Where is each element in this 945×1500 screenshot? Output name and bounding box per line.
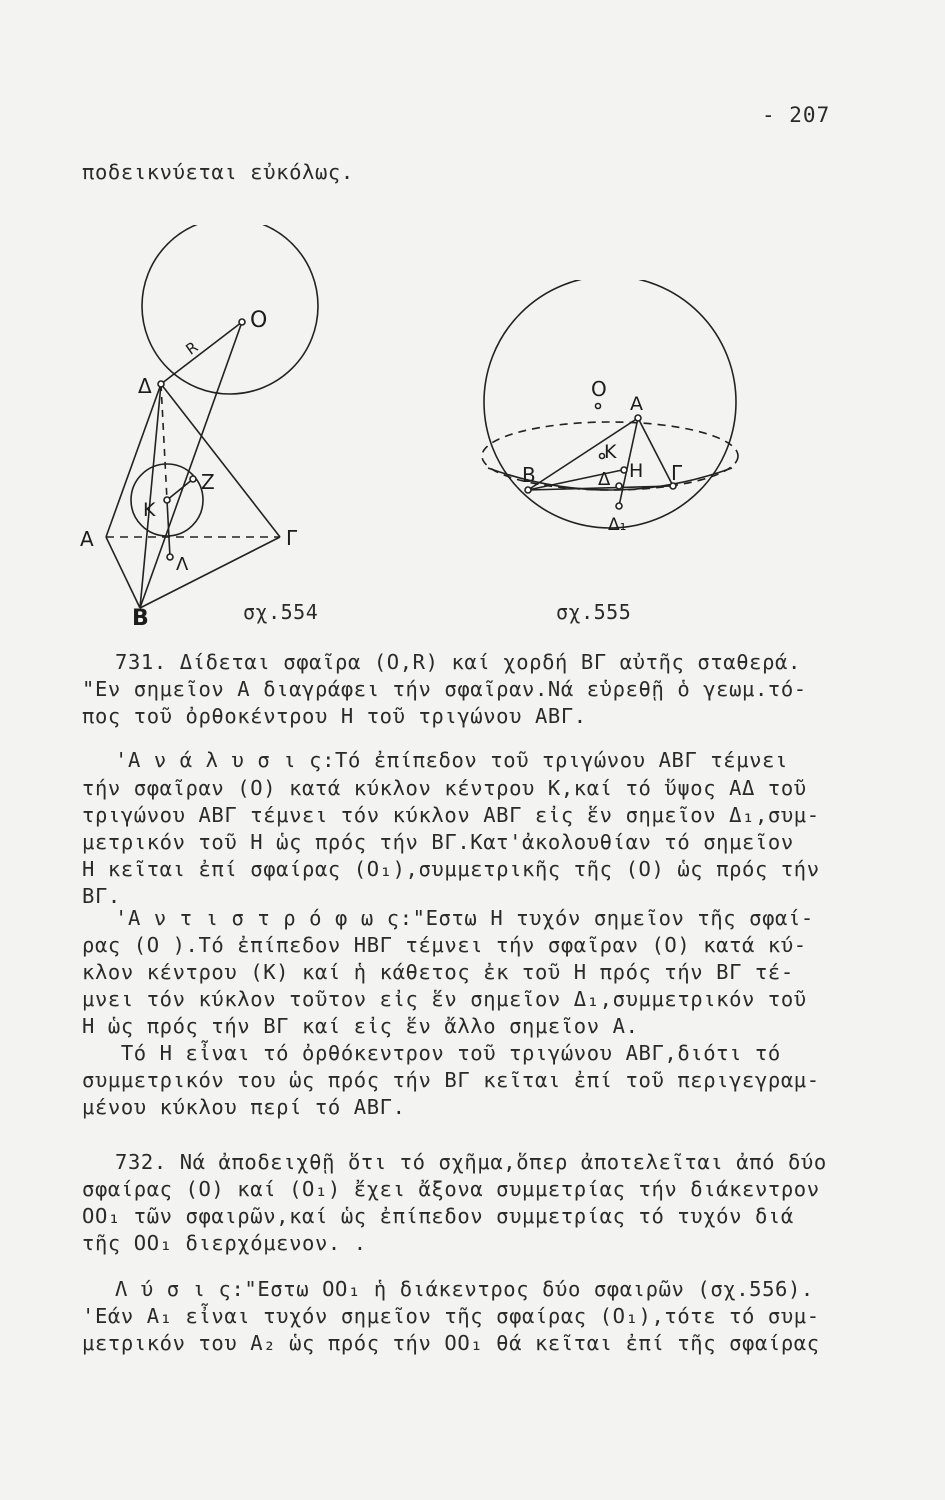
text-line: 731. Δίδεται σφαῖρα (O,R) καί χορδή ΒΓ αὐτῆς σταθερά.: [115, 650, 801, 674]
intro-line: ποδεικνύεται εὐκόλως.: [82, 160, 354, 184]
text-line: ΒΓ.: [82, 884, 121, 908]
text-line: τριγώνου ΑΒΓ τέμνει τόν κύκλον ΑΒΓ εἰς ἕν σημεῖον Δ₁,συμ-: [82, 803, 820, 827]
sphere-circle: [142, 225, 318, 394]
label-Lambda: Λ: [176, 554, 189, 575]
caption-555: σχ.555: [556, 600, 632, 624]
label-A: A: [80, 527, 94, 551]
label-O: O: [591, 377, 607, 401]
text-line: Η κεῖται ἐπί σφαίρας (O₁),συμμετρικῆς τῆς (O) ὡς πρός τήν: [82, 857, 820, 881]
page-number: - 207: [762, 103, 831, 127]
text-line: σφαίρας (O) καί (O₁) ἔχει ἄξονα συμμετρίας τήν διάκεντρον: [82, 1177, 820, 1201]
text-line: Τό Η εἶναι τό ὀρθόκεντρον τοῦ τριγώνου ΑΒΓ,διότι τό: [82, 1041, 781, 1065]
text-line: "Εν σημεῖον Α διαγράφει τήν σφαῖραν.Νά εὑρεθῇ ὁ γεωμ.τό-: [82, 677, 807, 701]
label-B: B: [132, 606, 149, 631]
text-line: πος τοῦ ὀρθοκέντρου Η τοῦ τριγώνου ΑΒΓ.: [82, 704, 587, 728]
label-H: H: [629, 460, 644, 482]
label-K: K: [143, 499, 156, 521]
text-line: μετρικόν του Α₂ ὡς πρός τήν OO₁ θά κεῖται ἐπί τῆς σφαίρας: [82, 1331, 820, 1355]
label-Delta1: Δ₁: [608, 515, 627, 535]
text-line: 'Εάν Α₁ εἶναι τυχόν σημεῖον τῆς σφαίρας (O₁),τότε τό συμ-: [82, 1304, 820, 1328]
text-line: μνει τόν κύκλον τοῦτον εἰς ἕν σημεῖον Δ₁,συμμετρικόν τοῦ: [82, 987, 807, 1011]
label-O: O: [250, 308, 268, 333]
label-Delta: Δ: [138, 374, 152, 398]
label-Gamma: Γ: [286, 526, 298, 550]
text-line: OO₁ τῶν σφαιρῶν,καί ὡς ἐπίπεδον συμμετρίας τό τυχόν διά: [82, 1204, 794, 1228]
text-line: τῆς OO₁ διερχόμενον. .: [82, 1231, 367, 1255]
label-K: K: [604, 441, 617, 463]
text-line: συμμετρικόν του ὡς πρός τήν ΒΓ κεῖται ἐπί τοῦ περιγεγραμ-: [82, 1068, 820, 1092]
caption-554: σχ.554: [243, 600, 319, 624]
text-line: ρας (O ).Τό ἐπίπεδον ΗΒΓ τέμνει τήν σφαῖραν (O) κατά κύ-: [82, 933, 807, 957]
text-line: 'Α ν τ ι σ τ ρ ό φ ω ς:"Εστω Η τυχόν σημεῖον τῆς σφαί-: [115, 906, 814, 930]
label-R: R: [182, 337, 202, 359]
text-line: μένου κύκλου περί τό ΑΒΓ.: [82, 1095, 406, 1119]
figure-555: [470, 280, 770, 540]
label-Delta: Δ: [598, 469, 611, 490]
text-line: 'Α ν ά λ υ σ ι ς:Τό ἐπίπεδον τοῦ τριγώνου ΑΒΓ τέμνει: [115, 748, 788, 772]
text-line: τήν σφαῖραν (O) κατά κύκλον κέντρου Κ,καί τό ὕψος ΑΔ τοῦ: [82, 776, 807, 800]
text-line: κλον κέντρου (Κ) καί ἡ κάθετος ἐκ τοῦ Η πρός τήν ΒΓ τέ-: [82, 960, 794, 984]
label-Gamma: Γ: [671, 461, 683, 485]
text-line: 732. Νά ἀποδειχθῇ ὅτι τό σχῆμα,ὅπερ ἀποτελεῖται ἀπό δύο: [115, 1150, 827, 1174]
label-B: B: [522, 463, 536, 487]
label-A: A: [630, 393, 643, 415]
text-line: Η ὡς πρός τήν ΒΓ καί εἰς ἕν ἄλλο σημεῖον Α.: [82, 1014, 639, 1038]
figure-554: [70, 225, 390, 635]
label-Z: Z: [201, 470, 215, 494]
text-line: Λ ύ σ ι ς:"Εστω OO₁ ἡ διάκεντρος δύο σφαιρῶν (σχ.556).: [115, 1277, 814, 1301]
text-line: μετρικόν τοῦ Η ὡς πρός τήν ΒΓ.Κατ'ἀκολουθίαν τό σημεῖον: [82, 830, 794, 854]
